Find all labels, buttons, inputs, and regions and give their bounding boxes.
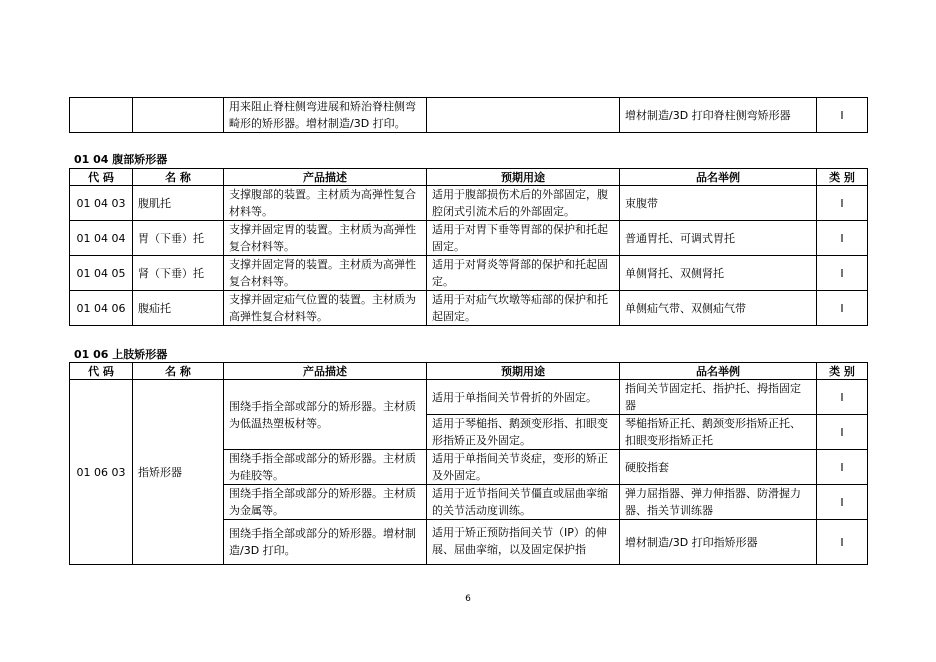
header-name: 名 称	[133, 169, 224, 186]
header-description: 产品描述	[224, 169, 427, 186]
continuation-table	[69, 97, 868, 133]
category-cell: I	[817, 380, 868, 415]
intended-use-cell: 适用于对疝气坎墩等疝部的保护和托起固定。	[427, 291, 620, 326]
header-code: 代 码	[70, 169, 133, 186]
code-cell: 01 06 03	[70, 380, 133, 565]
category-cell: I	[817, 221, 868, 256]
code-cell: 01 04 05	[70, 256, 133, 291]
category-cell: I	[817, 98, 868, 133]
header-category: 类 别	[817, 363, 868, 380]
upper-limb-orthosis-table	[69, 362, 868, 565]
name-cell: 指矫形器	[133, 380, 224, 565]
description-cell: 支撑并固定疝气位置的装置。主材质为高弹性复合材料等。	[224, 291, 427, 326]
examples-cell: 增材制造/3D 打印指矫形器	[620, 520, 817, 565]
intended-use-cell: 适用于对肾炎等肾部的保护和托起固定。	[427, 256, 620, 291]
intended-use-cell: 适用于琴槌指、鹅颈变形指、扣眼变形指矫正及外固定。	[427, 415, 620, 450]
header-description: 产品描述	[224, 363, 427, 380]
header-intended-use: 预期用途	[427, 363, 620, 380]
intended-use-cell	[427, 98, 620, 133]
header-intended-use: 预期用途	[427, 169, 620, 186]
name-cell: 腹肌托	[133, 186, 224, 221]
code-cell: 01 04 04	[70, 221, 133, 256]
description-cell: 围绕手指全部或部分的矫形器。主材质为低温热塑板材等。	[224, 380, 427, 450]
intended-use-cell: 适用于单指间关节骨折的外固定。	[427, 380, 620, 415]
header-examples: 品名举例	[620, 169, 817, 186]
section-title-0104: 01 04 腹部矫形器	[74, 153, 168, 166]
abdominal-orthosis-table	[69, 168, 868, 326]
page-number: 6	[465, 594, 471, 604]
table-row	[70, 98, 868, 133]
code-cell: 01 04 06	[70, 291, 133, 326]
examples-cell: 硬胶指套	[620, 450, 817, 485]
code-cell	[70, 98, 133, 133]
table-row	[70, 256, 868, 291]
intended-use-cell	[427, 520, 620, 565]
intended-use-text: 适用于矫正预防指间关节（IP）的伸展、屈曲挛缩，以及固定保护指	[432, 526, 607, 556]
header-name: 名 称	[133, 363, 224, 380]
description-cell: 用来阻止脊柱侧弯进展和矫治脊柱侧弯畸形的矫形器。增材制造/3D 打印。	[224, 98, 427, 133]
intended-use-cell: 适用于腹部损伤术后的外部固定，腹腔闭式引流术后的外部固定。	[427, 186, 620, 221]
table-row	[70, 380, 868, 415]
description-cell: 支撑并固定肾的装置。主材质为高弹性复合材料等。	[224, 256, 427, 291]
name-cell: 肾（下垂）托	[133, 256, 224, 291]
header-code: 代 码	[70, 363, 133, 380]
description-cell: 围绕手指全部或部分的矫形器。增材制造/3D 打印。	[224, 520, 427, 565]
table-row	[70, 221, 868, 256]
examples-cell: 普通胃托、可调式胃托	[620, 221, 817, 256]
name-cell	[133, 98, 224, 133]
description-cell: 支撑并固定胃的装置。主材质为高弹性复合材料等。	[224, 221, 427, 256]
description-cell: 支撑腹部的装置。主材质为高弹性复合材料等。	[224, 186, 427, 221]
header-examples: 品名举例	[620, 363, 817, 380]
intended-use-cell: 适用于近节指间关节僵直或屈曲挛缩的关节活动度训练。	[427, 485, 620, 520]
section-title-0106: 01 06 上肢矫形器	[74, 348, 168, 361]
examples-cell: 单侧疝气带、双侧疝气带	[620, 291, 817, 326]
category-cell: I	[817, 186, 868, 221]
name-cell: 腹疝托	[133, 291, 224, 326]
description-cell: 围绕手指全部或部分的矫形器。主材质为金属等。	[224, 485, 427, 520]
description-cell: 围绕手指全部或部分的矫形器。主材质为硅胶等。	[224, 450, 427, 485]
category-cell: I	[817, 450, 868, 485]
examples-cell: 束腹带	[620, 186, 817, 221]
examples-cell: 琴槌指矫正托、鹅颈变形指矫正托、扣眼变形指矫正托	[620, 415, 817, 450]
header-row	[70, 169, 868, 186]
name-cell: 胃（下垂）托	[133, 221, 224, 256]
examples-cell: 单侧肾托、双侧肾托	[620, 256, 817, 291]
intended-use-cell: 适用于单指间关节炎症，变形的矫正及外固定。	[427, 450, 620, 485]
category-cell: I	[817, 415, 868, 450]
intended-use-cell: 适用于对胃下垂等胃部的保护和托起固定。	[427, 221, 620, 256]
category-cell: I	[817, 291, 868, 326]
examples-cell: 指间关节固定托、指护托、拇指固定器	[620, 380, 817, 415]
examples-cell: 增材制造/3D 打印脊柱侧弯矫形器	[620, 98, 817, 133]
code-cell: 01 04 03	[70, 186, 133, 221]
header-row	[70, 363, 868, 380]
table-row	[70, 186, 868, 221]
header-category: 类 别	[817, 169, 868, 186]
examples-cell: 弹力屈指器、弹力伸指器、防滑握力器、指关节训练器	[620, 485, 817, 520]
category-cell: I	[817, 520, 868, 565]
category-cell: I	[817, 256, 868, 291]
table-row	[70, 291, 868, 326]
category-cell: I	[817, 485, 868, 520]
